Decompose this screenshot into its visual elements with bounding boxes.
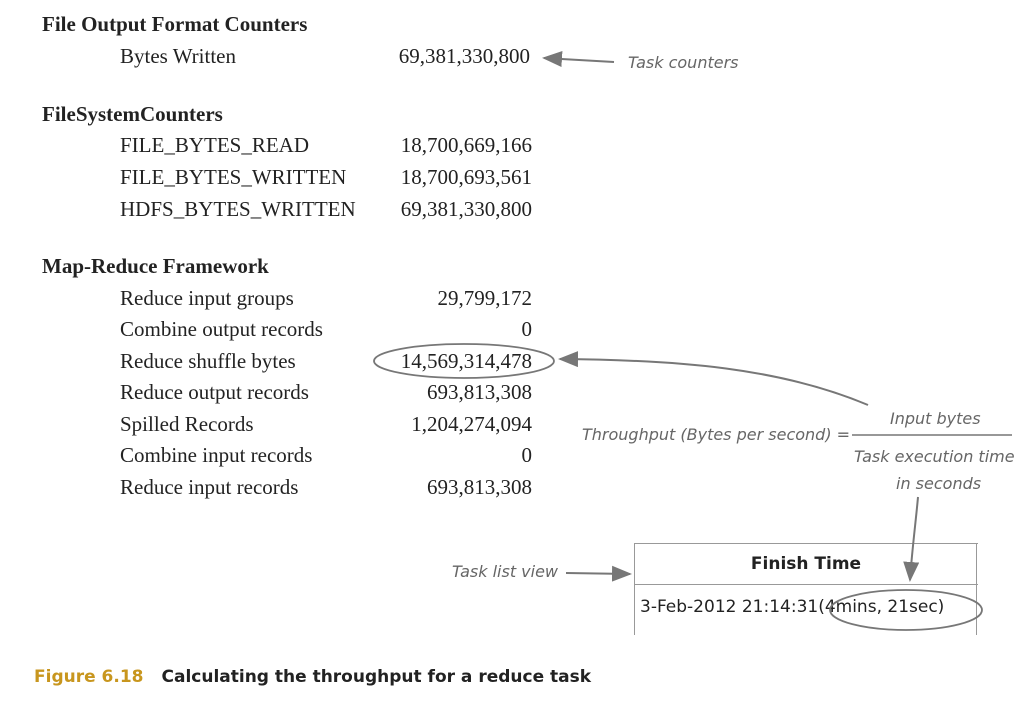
counter-value: 1,204,274,094 xyxy=(411,412,532,436)
arrow-exec-time xyxy=(910,497,918,580)
ellipse-duration xyxy=(830,590,982,630)
section-title-filesystem: FileSystemCounters xyxy=(42,102,223,126)
counter-value: 69,381,330,800 xyxy=(398,44,530,68)
annotation-task-counters: Task counters xyxy=(628,53,739,72)
annotation-input-bytes: Input bytes xyxy=(890,409,981,428)
counter-label: Combine output records xyxy=(120,317,323,341)
counter-value: 693,813,308 xyxy=(427,475,532,499)
annotation-exec-time: Task execution time xyxy=(854,447,1015,466)
counter-value: 69,381,330,800 xyxy=(400,197,532,221)
figure-caption xyxy=(34,667,591,687)
arrow-task-counters xyxy=(544,58,614,62)
counter-label: Bytes Written xyxy=(120,44,237,68)
finish-date: 3-Feb-2012 21:14:31 xyxy=(640,597,819,617)
counter-label: Reduce output records xyxy=(120,380,309,404)
counter-label: Spilled Records xyxy=(120,412,254,436)
arrow-input-bytes xyxy=(560,359,868,405)
counter-label: FILE_BYTES_READ xyxy=(120,133,309,157)
section-title-file-output: File Output Format Counters xyxy=(42,12,308,36)
counter-label: Reduce shuffle bytes xyxy=(120,349,296,373)
counter-label: Combine input records xyxy=(120,443,313,467)
counter-value: 0 xyxy=(521,317,532,341)
counter-value: 18,700,669,166 xyxy=(400,133,532,157)
annotation-in-seconds: in seconds xyxy=(896,474,982,493)
annotation-throughput: Throughput (Bytes per second) = xyxy=(582,425,851,444)
counter-value: 18,700,693,561 xyxy=(400,165,532,189)
counter-value: 29,799,172 xyxy=(437,286,532,310)
counter-value: 693,813,308 xyxy=(427,380,532,404)
annotation-task-list-view: Task list view xyxy=(452,562,559,581)
counter-value-highlighted: 14,569,314,478 xyxy=(400,349,532,373)
counter-value: 0 xyxy=(521,443,532,467)
counter-label: Reduce input records xyxy=(120,475,299,499)
ellipse-shuffle-bytes xyxy=(374,344,554,378)
figure-number: Figure 6.18 xyxy=(34,667,144,687)
figure-caption-text: Calculating the throughput for a reduce task xyxy=(161,667,592,687)
counter-label: Reduce input groups xyxy=(120,286,294,310)
counter-label: HDFS_BYTES_WRITTEN xyxy=(120,197,356,221)
finish-duration: (4mins, 21sec) xyxy=(818,597,945,617)
table-header-finish-time: Finish Time xyxy=(634,543,978,585)
counter-label: FILE_BYTES_WRITTEN xyxy=(120,165,347,189)
section-title-map-reduce: Map-Reduce Framework xyxy=(42,254,269,278)
arrow-task-list xyxy=(566,573,630,574)
